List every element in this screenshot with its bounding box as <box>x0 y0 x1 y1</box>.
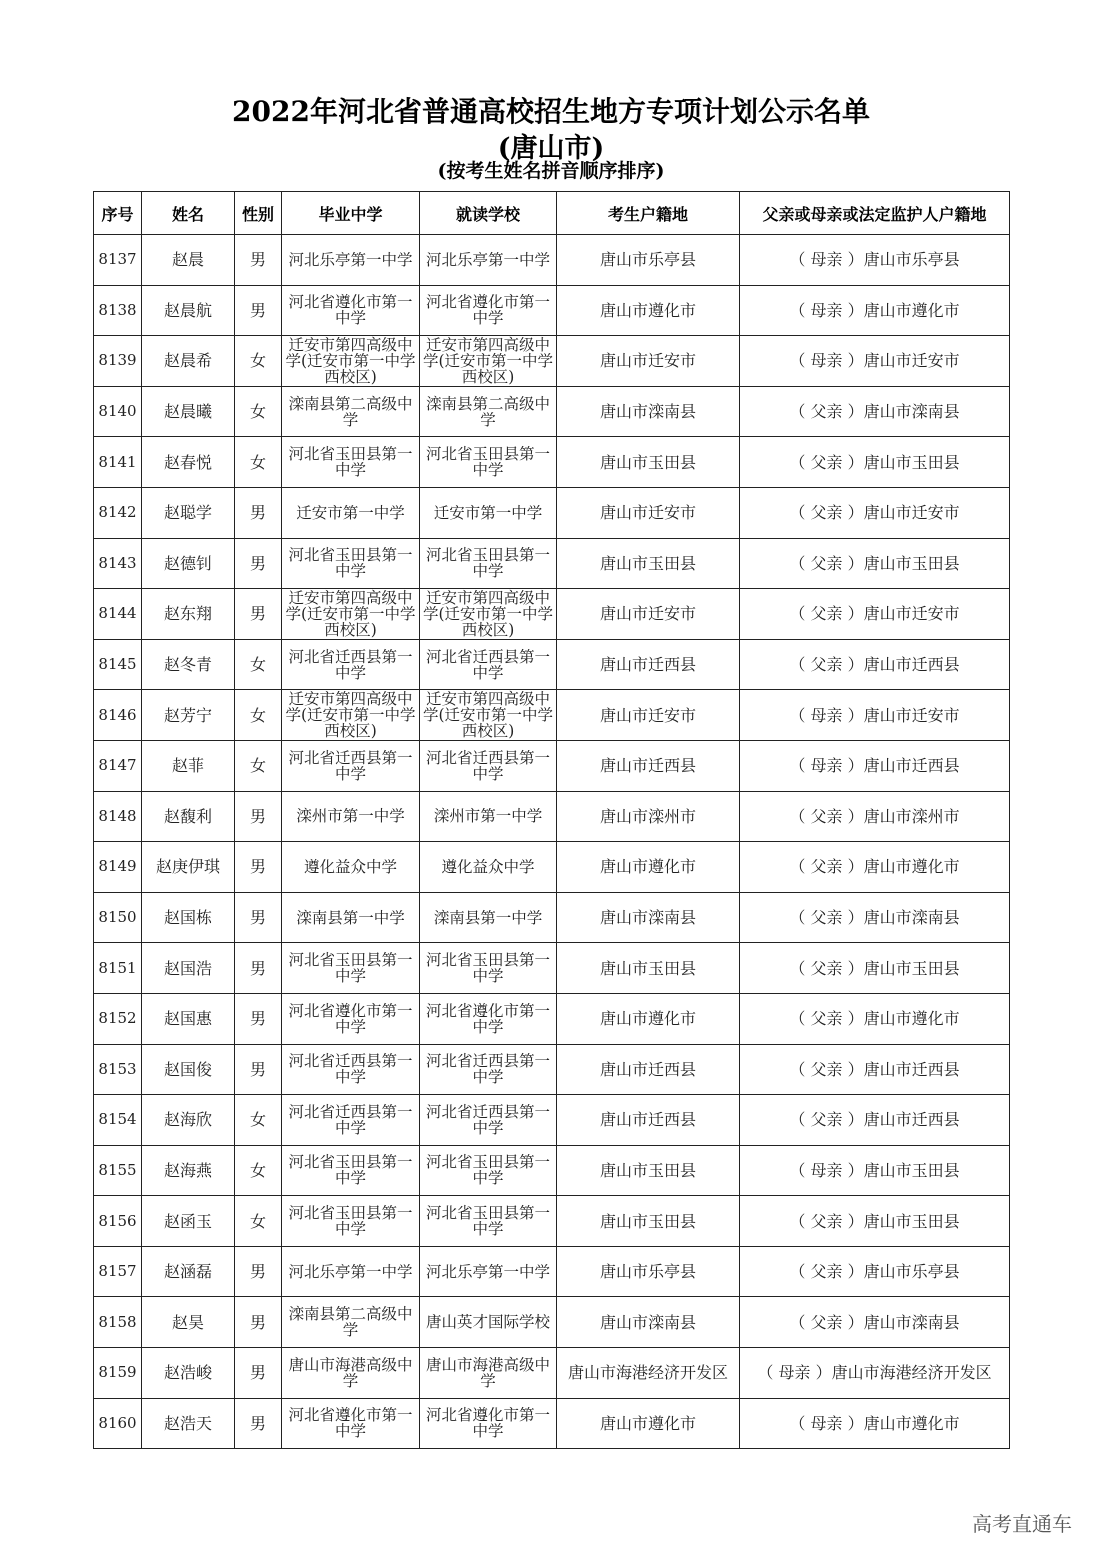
header-graduated-school: 毕业中学 <box>282 192 420 235</box>
cell-guardian-registration: （ 母亲 ）唐山市迁安市 <box>740 690 1010 741</box>
cell-graduated-school: 河北省迁西县第一中学 <box>282 1095 420 1146</box>
table-row <box>94 1095 1010 1146</box>
cell-guardian-registration: （ 母亲 ）唐山市遵化市 <box>740 1398 1010 1449</box>
cell-guardian-registration: （ 母亲 ）唐山市海港经济开发区 <box>740 1348 1010 1399</box>
cell-index: 8147 <box>94 740 142 791</box>
cell-name: 赵函玉 <box>142 1196 235 1247</box>
cell-household-registration: 唐山市玉田县 <box>557 1196 740 1247</box>
cell-current-school: 迁安市第四高级中学(迁安市第一中学西校区) <box>420 336 557 387</box>
cell-graduated-school: 河北省玉田县第一中学 <box>282 538 420 589</box>
table-row <box>94 589 1010 640</box>
cell-guardian-registration: （ 父亲 ）唐山市乐亭县 <box>740 1246 1010 1297</box>
cell-current-school: 滦南县第二高级中学 <box>420 386 557 437</box>
cell-guardian-registration: （ 母亲 ）唐山市乐亭县 <box>740 235 1010 286</box>
cell-name: 赵海燕 <box>142 1145 235 1196</box>
cell-index: 8148 <box>94 791 142 842</box>
cell-household-registration: 唐山市迁安市 <box>557 336 740 387</box>
header-guardian-registration: 父亲或母亲或法定监护人户籍地 <box>740 192 1010 235</box>
cell-guardian-registration: （ 父亲 ）唐山市遵化市 <box>740 842 1010 893</box>
cell-graduated-school: 河北省玉田县第一中学 <box>282 1196 420 1247</box>
cell-graduated-school: 遵化益众中学 <box>282 842 420 893</box>
header-index: 序号 <box>94 192 142 235</box>
cell-name: 赵国栋 <box>142 892 235 943</box>
page-title: 2022年河北省普通高校招生地方专项计划公示名单 <box>232 95 870 128</box>
cell-name: 赵晨希 <box>142 336 235 387</box>
cell-current-school: 河北省迁西县第一中学 <box>420 1095 557 1146</box>
table-row <box>94 842 1010 893</box>
cell-name: 赵东翔 <box>142 589 235 640</box>
table-row <box>94 740 1010 791</box>
table-row <box>94 993 1010 1044</box>
cell-index: 8155 <box>94 1145 142 1196</box>
cell-graduated-school: 迁安市第一中学 <box>282 487 420 538</box>
cell-graduated-school: 唐山市海港高级中学 <box>282 1348 420 1399</box>
cell-guardian-registration: （ 父亲 ）唐山市玉田县 <box>740 1196 1010 1247</box>
cell-guardian-registration: （ 母亲 ）唐山市玉田县 <box>740 1145 1010 1196</box>
table-row <box>94 1398 1010 1449</box>
watermark: 高考直通车 <box>972 1512 1072 1536</box>
cell-household-registration: 唐山市遵化市 <box>557 285 740 336</box>
roster-table <box>93 191 1010 1449</box>
cell-gender: 女 <box>235 639 282 690</box>
cell-household-registration: 唐山市遵化市 <box>557 1398 740 1449</box>
cell-index: 8151 <box>94 943 142 994</box>
cell-index: 8157 <box>94 1246 142 1297</box>
cell-name: 赵晨曦 <box>142 386 235 437</box>
cell-graduated-school: 河北省迁西县第一中学 <box>282 740 420 791</box>
cell-gender: 男 <box>235 993 282 1044</box>
cell-household-registration: 唐山市迁西县 <box>557 1095 740 1146</box>
cell-graduated-school: 滦州市第一中学 <box>282 791 420 842</box>
cell-current-school: 河北乐亭第一中学 <box>420 1246 557 1297</box>
cell-current-school: 河北省玉田县第一中学 <box>420 1145 557 1196</box>
table-row <box>94 1044 1010 1095</box>
cell-graduated-school: 河北省遵化市第一中学 <box>282 285 420 336</box>
cell-household-registration: 唐山市迁西县 <box>557 639 740 690</box>
cell-index: 8149 <box>94 842 142 893</box>
cell-current-school: 河北省玉田县第一中学 <box>420 1196 557 1247</box>
cell-household-registration: 唐山市玉田县 <box>557 1145 740 1196</box>
table-row <box>94 1196 1010 1247</box>
cell-graduated-school: 河北省玉田县第一中学 <box>282 437 420 488</box>
header-current-school: 就读学校 <box>420 192 557 235</box>
table-row <box>94 437 1010 488</box>
cell-guardian-registration: （ 父亲 ）唐山市滦州市 <box>740 791 1010 842</box>
cell-graduated-school: 滦南县第二高级中学 <box>282 1297 420 1348</box>
cell-gender: 男 <box>235 943 282 994</box>
table-row <box>94 336 1010 387</box>
table-row <box>94 1246 1010 1297</box>
cell-current-school: 迁安市第四高级中学(迁安市第一中学西校区) <box>420 690 557 741</box>
cell-gender: 女 <box>235 1196 282 1247</box>
cell-guardian-registration: （ 父亲 ）唐山市迁西县 <box>740 1095 1010 1146</box>
cell-graduated-school: 河北省迁西县第一中学 <box>282 639 420 690</box>
table-row <box>94 690 1010 741</box>
cell-guardian-registration: （ 父亲 ）唐山市迁安市 <box>740 487 1010 538</box>
cell-current-school: 滦州市第一中学 <box>420 791 557 842</box>
cell-guardian-registration: （ 父亲 ）唐山市滦南县 <box>740 386 1010 437</box>
table-row <box>94 538 1010 589</box>
cell-name: 赵国惠 <box>142 993 235 1044</box>
cell-gender: 男 <box>235 1044 282 1095</box>
cell-guardian-registration: （ 母亲 ）唐山市遵化市 <box>740 285 1010 336</box>
cell-gender: 男 <box>235 1348 282 1399</box>
cell-guardian-registration: （ 父亲 ）唐山市滦南县 <box>740 1297 1010 1348</box>
cell-current-school: 河北乐亭第一中学 <box>420 235 557 286</box>
cell-name: 赵晨航 <box>142 285 235 336</box>
cell-graduated-school: 迁安市第四高级中学(迁安市第一中学西校区) <box>282 589 420 640</box>
cell-graduated-school: 迁安市第四高级中学(迁安市第一中学西校区) <box>282 690 420 741</box>
cell-guardian-registration: （ 父亲 ）唐山市玉田县 <box>740 538 1010 589</box>
cell-index: 8137 <box>94 235 142 286</box>
cell-household-registration: 唐山市迁西县 <box>557 1044 740 1095</box>
cell-index: 8158 <box>94 1297 142 1348</box>
table-row <box>94 892 1010 943</box>
cell-graduated-school: 河北省遵化市第一中学 <box>282 993 420 1044</box>
cell-graduated-school: 滦南县第二高级中学 <box>282 386 420 437</box>
cell-index: 8139 <box>94 336 142 387</box>
table-row <box>94 1348 1010 1399</box>
cell-gender: 男 <box>235 538 282 589</box>
cell-current-school: 河北省玉田县第一中学 <box>420 538 557 589</box>
cell-index: 8145 <box>94 639 142 690</box>
cell-household-registration: 唐山市迁安市 <box>557 487 740 538</box>
cell-gender: 女 <box>235 386 282 437</box>
cell-name: 赵晨 <box>142 235 235 286</box>
table-row <box>94 487 1010 538</box>
header-gender: 性别 <box>235 192 282 235</box>
cell-name: 赵国浩 <box>142 943 235 994</box>
table-row <box>94 943 1010 994</box>
cell-graduated-school: 河北省玉田县第一中学 <box>282 943 420 994</box>
cell-current-school: 遵化益众中学 <box>420 842 557 893</box>
cell-household-registration: 唐山市迁西县 <box>557 740 740 791</box>
cell-index: 8154 <box>94 1095 142 1146</box>
cell-household-registration: 唐山市遵化市 <box>557 993 740 1044</box>
cell-current-school: 河北省迁西县第一中学 <box>420 1044 557 1095</box>
sort-note: (按考生姓名拼音顺序排序) <box>437 160 665 182</box>
cell-current-school: 迁安市第四高级中学(迁安市第一中学西校区) <box>420 589 557 640</box>
cell-household-registration: 唐山市滦南县 <box>557 892 740 943</box>
cell-guardian-registration: （ 父亲 ）唐山市玉田县 <box>740 943 1010 994</box>
cell-graduated-school: 迁安市第四高级中学(迁安市第一中学西校区) <box>282 336 420 387</box>
cell-name: 赵浩天 <box>142 1398 235 1449</box>
cell-name: 赵昊 <box>142 1297 235 1348</box>
cell-name: 赵冬青 <box>142 639 235 690</box>
cell-name: 赵国俊 <box>142 1044 235 1095</box>
cell-gender: 男 <box>235 842 282 893</box>
cell-index: 8160 <box>94 1398 142 1449</box>
table-row <box>94 1145 1010 1196</box>
cell-current-school: 唐山市海港高级中学 <box>420 1348 557 1399</box>
cell-graduated-school: 河北省玉田县第一中学 <box>282 1145 420 1196</box>
cell-graduated-school: 河北省迁西县第一中学 <box>282 1044 420 1095</box>
cell-index: 8143 <box>94 538 142 589</box>
cell-gender: 女 <box>235 740 282 791</box>
cell-graduated-school: 河北乐亭第一中学 <box>282 1246 420 1297</box>
cell-household-registration: 唐山市迁安市 <box>557 690 740 741</box>
cell-graduated-school: 河北省遵化市第一中学 <box>282 1398 420 1449</box>
table-row <box>94 1297 1010 1348</box>
cell-gender: 男 <box>235 235 282 286</box>
cell-household-registration: 唐山市迁安市 <box>557 589 740 640</box>
cell-household-registration: 唐山市玉田县 <box>557 538 740 589</box>
cell-name: 赵菲 <box>142 740 235 791</box>
cell-household-registration: 唐山市滦南县 <box>557 386 740 437</box>
cell-gender: 男 <box>235 1297 282 1348</box>
cell-name: 赵德钊 <box>142 538 235 589</box>
cell-guardian-registration: （ 父亲 ）唐山市玉田县 <box>740 437 1010 488</box>
cell-name: 赵浩峻 <box>142 1348 235 1399</box>
cell-household-registration: 唐山市滦州市 <box>557 791 740 842</box>
table-row <box>94 235 1010 286</box>
cell-gender: 女 <box>235 437 282 488</box>
cell-name: 赵芳宁 <box>142 690 235 741</box>
cell-gender: 男 <box>235 791 282 842</box>
cell-gender: 男 <box>235 1398 282 1449</box>
cell-index: 8142 <box>94 487 142 538</box>
cell-current-school: 河北省遵化市第一中学 <box>420 285 557 336</box>
header-name: 姓名 <box>142 192 235 235</box>
cell-current-school: 河北省迁西县第一中学 <box>420 740 557 791</box>
cell-gender: 男 <box>235 487 282 538</box>
cell-current-school: 河北省遵化市第一中学 <box>420 993 557 1044</box>
cell-index: 8153 <box>94 1044 142 1095</box>
cell-index: 8146 <box>94 690 142 741</box>
cell-index: 8152 <box>94 993 142 1044</box>
cell-gender: 男 <box>235 589 282 640</box>
cell-current-school: 河北省玉田县第一中学 <box>420 943 557 994</box>
cell-index: 8159 <box>94 1348 142 1399</box>
table-row <box>94 285 1010 336</box>
cell-name: 赵馥利 <box>142 791 235 842</box>
cell-household-registration: 唐山市遵化市 <box>557 842 740 893</box>
table-row <box>94 639 1010 690</box>
cell-index: 8156 <box>94 1196 142 1247</box>
cell-guardian-registration: （ 父亲 ）唐山市迁安市 <box>740 589 1010 640</box>
cell-household-registration: 唐山市滦南县 <box>557 1297 740 1348</box>
cell-gender: 男 <box>235 1246 282 1297</box>
cell-index: 8138 <box>94 285 142 336</box>
cell-gender: 男 <box>235 892 282 943</box>
cell-index: 8144 <box>94 589 142 640</box>
page-subtitle: (唐山市) <box>497 133 605 164</box>
cell-index: 8140 <box>94 386 142 437</box>
cell-household-registration: 唐山市海港经济开发区 <box>557 1348 740 1399</box>
cell-guardian-registration: （ 父亲 ）唐山市迁西县 <box>740 1044 1010 1095</box>
cell-household-registration: 唐山市乐亭县 <box>557 1246 740 1297</box>
cell-gender: 女 <box>235 336 282 387</box>
cell-graduated-school: 滦南县第一中学 <box>282 892 420 943</box>
cell-household-registration: 唐山市玉田县 <box>557 437 740 488</box>
cell-current-school: 滦南县第一中学 <box>420 892 557 943</box>
cell-household-registration: 唐山市乐亭县 <box>557 235 740 286</box>
cell-index: 8141 <box>94 437 142 488</box>
cell-gender: 女 <box>235 1145 282 1196</box>
table-row <box>94 386 1010 437</box>
cell-name: 赵庚伊琪 <box>142 842 235 893</box>
cell-guardian-registration: （ 母亲 ）唐山市迁西县 <box>740 740 1010 791</box>
cell-guardian-registration: （ 父亲 ）唐山市滦南县 <box>740 892 1010 943</box>
table-header-row <box>94 192 1010 235</box>
cell-current-school: 唐山英才国际学校 <box>420 1297 557 1348</box>
cell-name: 赵海欣 <box>142 1095 235 1146</box>
cell-guardian-registration: （ 母亲 ）唐山市迁安市 <box>740 336 1010 387</box>
table-row <box>94 791 1010 842</box>
cell-household-registration: 唐山市玉田县 <box>557 943 740 994</box>
cell-guardian-registration: （ 父亲 ）唐山市遵化市 <box>740 993 1010 1044</box>
cell-graduated-school: 河北乐亭第一中学 <box>282 235 420 286</box>
header-household-registration: 考生户籍地 <box>557 192 740 235</box>
cell-gender: 女 <box>235 690 282 741</box>
cell-guardian-registration: （ 父亲 ）唐山市迁西县 <box>740 639 1010 690</box>
cell-name: 赵聪学 <box>142 487 235 538</box>
cell-gender: 男 <box>235 285 282 336</box>
cell-current-school: 迁安市第一中学 <box>420 487 557 538</box>
cell-current-school: 河北省玉田县第一中学 <box>420 437 557 488</box>
cell-name: 赵春悦 <box>142 437 235 488</box>
cell-name: 赵涵磊 <box>142 1246 235 1297</box>
cell-current-school: 河北省遵化市第一中学 <box>420 1398 557 1449</box>
cell-index: 8150 <box>94 892 142 943</box>
cell-gender: 女 <box>235 1095 282 1146</box>
cell-current-school: 河北省迁西县第一中学 <box>420 639 557 690</box>
